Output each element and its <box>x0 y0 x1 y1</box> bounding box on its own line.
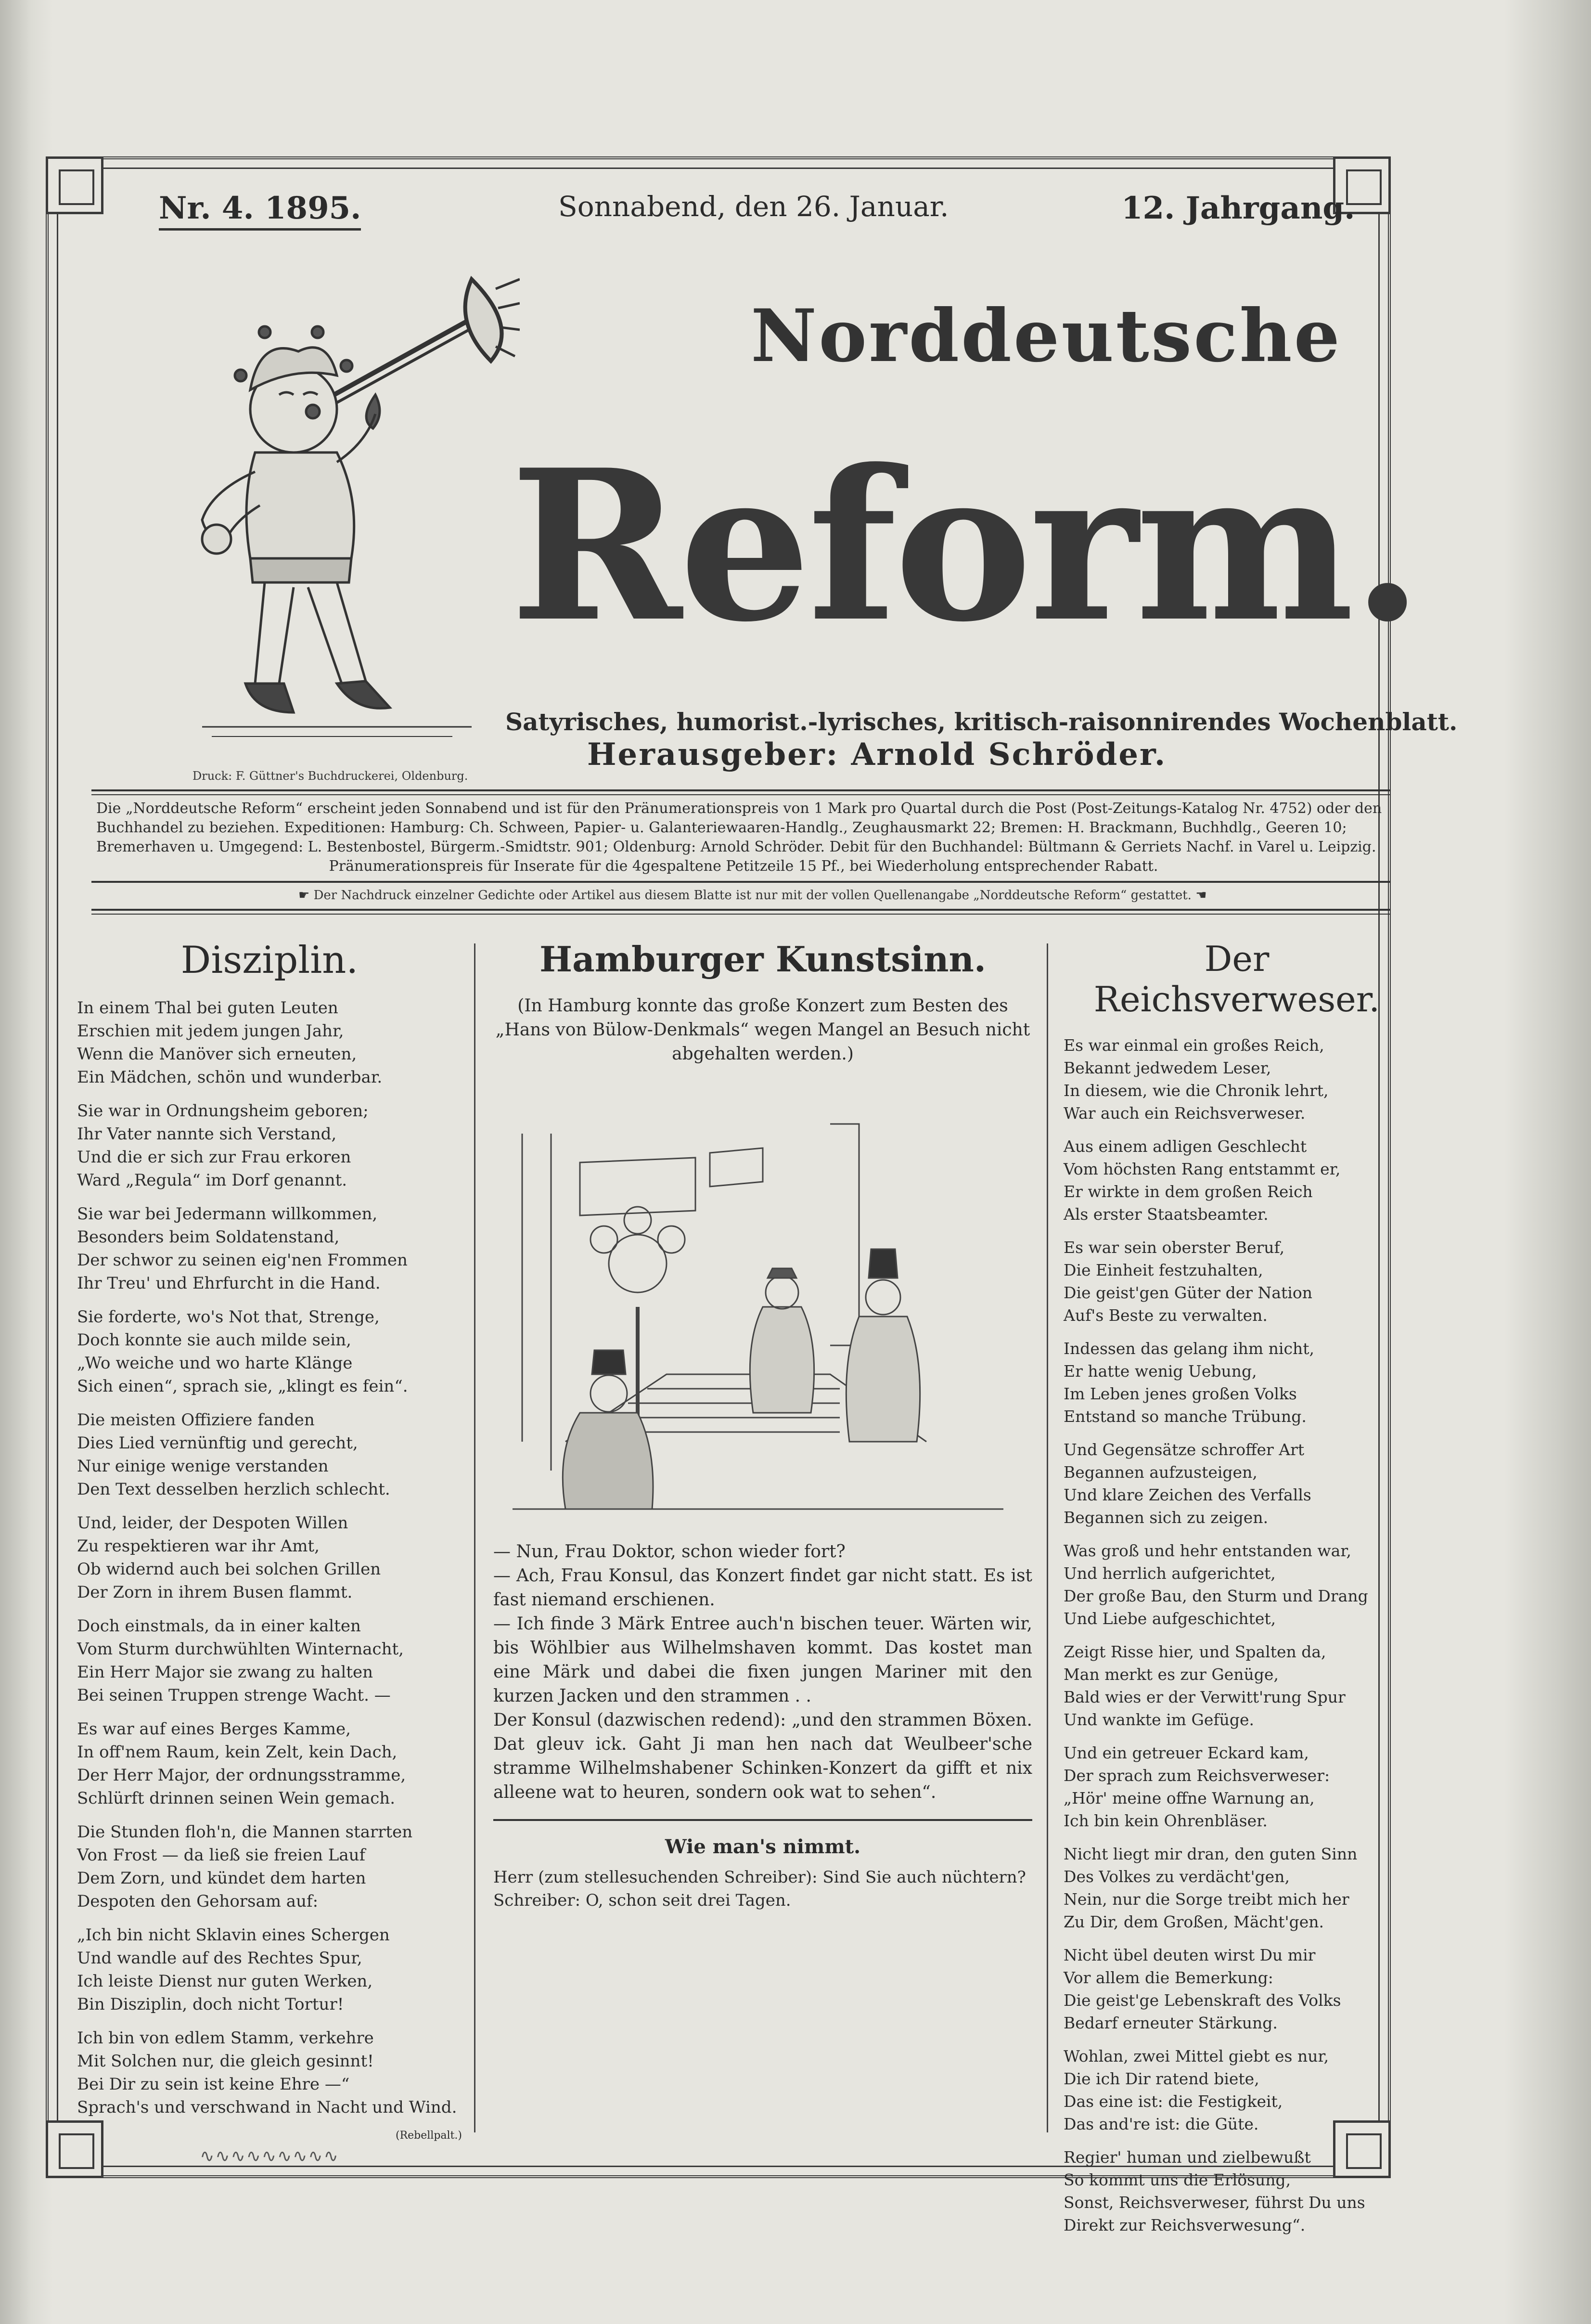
verse-line: Ich bin kein Ohrenbläser. <box>1064 1811 1268 1830</box>
verse-line: Das eine ist: die Festigkeit, <box>1064 2092 1283 2111</box>
verse-line: „Ich bin nicht Sklavin eines Schergen <box>77 1925 390 1945</box>
verse-line: Sprach's und verschwand in Nacht und Wind. <box>77 2098 457 2117</box>
verse-line: In einem Thal bei guten Leuten <box>77 998 338 1018</box>
verse-line: Den Text desselben herzlich schlecht. <box>77 1480 390 1499</box>
verse-line: In diesem, wie die Chronik lehrt, <box>1064 1081 1329 1100</box>
dialog-line: Der Konsul (dazwischen redend): „und den strammen Böxen. Dat gleuv ick. Gaht Ji man hen nach dat Weulbeer'sche stramme Wilhelmshabener Schinken-Konzert da gifft et nix alleene wat to heuren, sondern ook wat to sehen“. <box>493 1710 1032 1802</box>
verse-line: Bei Dir zu sein ist keine Ehre —“ <box>77 2075 350 2094</box>
verse-line: Zeigt Risse hier, und Spalten da, <box>1064 1642 1326 1661</box>
issue-number: Nr. 4. 1895. <box>159 190 361 231</box>
divider <box>91 914 1391 915</box>
article-title: Disziplin. <box>180 939 359 982</box>
verse-line: Sie war bei Jedermann willkommen, <box>77 1204 378 1224</box>
article-intro: (In Hamburg konnte das große Konzert zum Besten des „Hans von Bülow-Denkmals“ wegen Mangel an Besuch nicht abgehalten werden.) <box>495 996 1030 1064</box>
verse-line: Es war sein oberster Beruf, <box>1064 1238 1285 1257</box>
verse-line: Dies Lied vernünftig und gerecht, <box>77 1433 358 1453</box>
verse-line: Dem Zorn, und kündet dem harten <box>77 1869 366 1888</box>
stanza <box>77 1924 462 2016</box>
verse-line: Aus einem adligen Geschlecht <box>1064 1137 1307 1156</box>
verse-line: Besonders beim Soldatenstand, <box>77 1227 340 1247</box>
info-line: Bremerhaven u. Umgegend: L. Bestenbostel, Bürgerm.-Smidtstr. 901; Oldenburg: Arnold Schröder. Debit für den Buchhandel: Bültmann & Gerriets Nachf. in Varel u. Leipzig. <box>96 839 1376 855</box>
stanza <box>77 1820 462 1913</box>
masthead-subtitle: Satyrisches, humorist.-lyrisches, kritisch-raisonnirendes Wochenblatt. <box>505 708 1458 736</box>
article-title: Der Reichsverweser. <box>1093 939 1380 1020</box>
verse-line: Der Zorn in ihrem Busen flammt. <box>77 1583 353 1602</box>
author-signature: (Rebellpalt.) <box>396 2130 462 2142</box>
dialog-line: — Nun, Frau Doktor, schon wieder fort? <box>493 1542 846 1562</box>
verse-line: Wohlan, zwei Mittel giebt es nur, <box>1064 2047 1329 2066</box>
verse-line: Sonst, Reichsverweser, führst Du uns <box>1064 2193 1365 2212</box>
verse-line: Was groß und hehr entstanden war, <box>1064 1541 1351 1560</box>
verse-line: Die geist'ge Lebenskraft des Volks <box>1064 1991 1341 2010</box>
page-edge <box>1504 0 1591 2324</box>
verse-line: Ein Herr Major sie zwang zu halten <box>77 1663 373 1682</box>
verse-line: Und klare Zeichen des Verfalls <box>1064 1485 1311 1504</box>
concert-hall-illustration <box>493 1105 1023 1514</box>
verse-line: „Wo weiche und wo harte Klänge <box>77 1354 353 1373</box>
verse-line: Von Frost — da ließ sie freien Lauf <box>77 1846 366 1865</box>
jester-trumpet-illustration <box>183 250 520 761</box>
verse-line: Nein, nur die Sorge treibt mich her <box>1064 1890 1349 1909</box>
column-divider <box>1047 943 1048 2132</box>
verse-line: Der große Bau, den Sturm und Drang <box>1064 1587 1368 1605</box>
verse-line: Er hatte wenig Uebung, <box>1064 1362 1257 1381</box>
verse-line: Begannen aufzusteigen, <box>1064 1463 1257 1482</box>
verse-line: So kommt uns die Erlösung, <box>1064 2170 1291 2189</box>
verse-line: Wenn die Manöver sich erneuten, <box>77 1045 357 1064</box>
verse-line: Nicht liegt mir dran, den guten Sinn <box>1064 1845 1358 1863</box>
joke-line: Herr (zum stellesuchenden Schreiber): Sind Sie auch nüchtern? <box>493 1868 1026 1887</box>
stanza <box>1064 1843 1410 1933</box>
verse-line: Vor allem die Bemerkung: <box>1064 1968 1273 1987</box>
verse-line: Sich einen“, sprach sie, „klingt es fein“. <box>77 1377 408 1396</box>
joke-line: Schreiber: O, schon seit drei Tagen. <box>493 1891 791 1910</box>
verse-line: Schlürft drinnen seinen Wein gemach. <box>77 1789 396 1808</box>
verse-line: Und wankte im Gefüge. <box>1064 1710 1254 1729</box>
verse-line: Ich bin von edlem Stamm, verkehre <box>77 2028 374 2048</box>
verse-line: Despoten den Gehorsam auf: <box>77 1892 319 1911</box>
divider <box>493 1819 1032 1821</box>
stanza <box>77 1614 462 1707</box>
masthead-editor: Herausgeber: Arnold Schröder. <box>587 736 1167 773</box>
verse-line: Und wandle auf des Rechtes Spur, <box>77 1949 362 1968</box>
verse-line: Und, leider, der Despoten Willen <box>77 1513 348 1533</box>
poem-disziplin <box>77 929 462 2166</box>
stanza <box>1064 1236 1410 1327</box>
verse-line: Bald wies er der Verwitt'rung Spur <box>1064 1688 1346 1706</box>
verse-line: Vom höchsten Rang entstammt er, <box>1064 1160 1341 1178</box>
stanza <box>77 1408 462 1501</box>
verse-line: Ob widernd auch bei solchen Grillen <box>77 1560 381 1579</box>
verse-line: Als erster Staatsbeamter. <box>1064 1205 1269 1224</box>
stanza <box>1064 1742 1410 1832</box>
verse-line: Sie forderte, wo's Not that, Strenge, <box>77 1307 380 1327</box>
verse-line: Und ein getreuer Eckard kam, <box>1064 1743 1309 1762</box>
article-hamburger-kunstsinn <box>493 929 1032 1912</box>
end-ornament: ∿∿∿∿∿∿∿∿∿ <box>200 2146 339 2166</box>
verse-line: Auf's Beste zu verwalten. <box>1064 1306 1268 1325</box>
verse-line: Zu Dir, dem Großen, Mächt'gen. <box>1064 1912 1324 1931</box>
divider <box>91 909 1391 911</box>
verse-line: Die Stunden floh'n, die Mannen starrten <box>77 1822 413 1842</box>
verse-line: Der sprach zum Reichsverweser: <box>1064 1766 1330 1785</box>
dialog-line: — Ich finde 3 Märk Entree auch'n bischen teuer. Wärten wir, bis Wöhlbier aus Wilhelmshaven kommt. Das kostet man eine Märk und dabei die fixen jungen Mariner mit den kurzen Jacken und den strammen . . <box>493 1614 1032 1706</box>
verse-line: Das and're ist: die Güte. <box>1064 2115 1259 2133</box>
verse-line: Sie war in Ordnungsheim geboren; <box>77 1101 369 1121</box>
verse-line: Mit Solchen nur, die gleich gesinnt! <box>77 2052 374 2071</box>
verse-line: Bedarf erneuter Stärkung. <box>1064 2014 1278 2032</box>
binding-shadow <box>0 0 53 2324</box>
subscription-info <box>96 799 1391 876</box>
verse-line: Bekannt jedwedem Leser, <box>1064 1059 1271 1077</box>
poem-reichsverweser <box>1064 929 1410 2247</box>
verse-line: Regier' human und zielbewußt <box>1064 2148 1311 2167</box>
verse-line: Es war einmal ein großes Reich, <box>1064 1036 1324 1055</box>
verse-line: Ihr Vater nannte sich Verstand, <box>77 1124 337 1144</box>
verse-line: Im Leben jenes großen Volks <box>1064 1384 1297 1403</box>
verse-line: Bin Disziplin, doch nicht Tortur! <box>77 1995 344 2014</box>
verse-line: Und die er sich zur Frau erkoren <box>77 1148 351 1167</box>
verse-line: Und Gegensätze schroffer Art <box>1064 1440 1305 1459</box>
verse-line: Zu respektieren war ihr Amt, <box>77 1536 320 1556</box>
info-line: Die „Norddeutsche Reform“ erscheint jeden Sonnabend und ist für den Pränumerationspreis von 1 Mark pro Quartal durch die Post (Post-Zeitungs-Katalog Nr. 4752) oder den <box>96 800 1382 817</box>
stanza <box>1064 1135 1410 1226</box>
masthead-title: Reform. <box>510 425 1421 668</box>
stanza <box>1064 2045 1410 2135</box>
stanza <box>1064 1539 1410 1630</box>
verse-line: Nur einige wenige verstanden <box>77 1457 329 1476</box>
volume-number: 12. Jahrgang. <box>1121 190 1355 226</box>
stanza <box>77 1099 462 1192</box>
reprint-notice: ☛ Der Nachdruck einzelner Gedichte oder Artikel aus diesem Blatte ist nur mit der vollen Quellenangabe „Norddeutsche Reform“ gestattet. ☚ <box>298 888 1207 903</box>
masthead-line1: Norddeutsche <box>751 294 1342 378</box>
info-line: Pränumerationspreis für Inserate für die 4gespaltene Petitzeile 15 Pf., bei Wiederholung entsprechender Rabatt. <box>329 858 1158 875</box>
verse-line: Direkt zur Reichsverwesung“. <box>1064 2216 1306 2234</box>
verse-line: War auch ein Reichsverweser. <box>1064 1104 1306 1123</box>
verse-line: Ich leiste Dienst nur guten Werken, <box>77 1972 373 1991</box>
dialog-text <box>493 1540 1032 1805</box>
verse-line: Und herrlich aufgerichtet, <box>1064 1564 1276 1583</box>
column-divider <box>474 943 475 2132</box>
divider <box>91 881 1391 883</box>
stanza <box>77 1717 462 1810</box>
article-title: Hamburger Kunstsinn. <box>539 939 986 980</box>
verse-line: Der Herr Major, der ordnungsstramme, <box>77 1766 406 1785</box>
info-line: Buchhandel zu beziehen. Expeditionen: Hamburg: Ch. Schween, Papier- u. Galanteriewaaren-Handlg., Zeughausmarkt 22; Bremen: H. Brackmann, Buchhdlg., Geeren 10; <box>96 819 1347 836</box>
verse-line: Der schwor zu seinen eig'nen Frommen <box>77 1251 408 1270</box>
verse-line: Die Einheit festzuhalten, <box>1064 1261 1263 1279</box>
corner-ornament <box>46 156 103 214</box>
verse-line: Und Liebe aufgeschichtet, <box>1064 1609 1276 1628</box>
verse-line: Die ich Dir ratend biete, <box>1064 2069 1259 2088</box>
divider <box>91 789 1391 791</box>
stanza <box>1064 2146 1410 2236</box>
verse-line: Indessen das gelang ihm nicht, <box>1064 1339 1314 1358</box>
dialog-line: — Ach, Frau Konsul, das Konzert findet gar nicht statt. Es ist fast niemand erschienen. <box>493 1566 1032 1610</box>
verse-line: Ward „Regula“ im Dorf genannt. <box>77 1171 347 1190</box>
verse-line: In off'nem Raum, kein Zelt, kein Dach, <box>77 1743 398 1762</box>
stanza <box>1064 1337 1410 1428</box>
poem-body <box>77 996 462 2119</box>
stanza <box>1064 1034 1410 1124</box>
verse-line: Vom Sturm durchwühlten Winternacht, <box>77 1640 404 1659</box>
verse-line: Entstand so manche Trübung. <box>1064 1407 1307 1426</box>
printer-credit: Druck: F. Güttner's Buchdruckerei, Oldenburg. <box>192 769 468 783</box>
issue-date: Sonnabend, den 26. Januar. <box>558 190 949 223</box>
divider <box>91 794 1391 795</box>
verse-line: Des Volkes zu verdächt'gen, <box>1064 1867 1290 1886</box>
verse-line: Bei seinen Truppen strenge Wacht. — <box>77 1686 391 1705</box>
verse-line: Nicht übel deuten wirst Du mir <box>1064 1946 1316 1964</box>
stanza <box>77 1305 462 1398</box>
stanza <box>77 1511 462 1604</box>
verse-line: „Hör' meine offne Warnung an, <box>1064 1789 1315 1808</box>
verse-line: Begannen sich zu zeigen. <box>1064 1508 1269 1527</box>
article-title: Wie man's nimmt. <box>665 1835 861 1858</box>
verse-line: Doch einstmals, da in einer kalten <box>77 1616 361 1636</box>
verse-line: Man merkt es zur Genüge, <box>1064 1665 1279 1684</box>
stanza <box>77 2027 462 2119</box>
verse-line: Es war auf eines Berges Kamme, <box>77 1719 351 1739</box>
poem-body <box>1064 1034 1410 2236</box>
verse-line: Ein Mädchen, schön und wunderbar. <box>77 1068 383 1087</box>
verse-line: Erschien mit jedem jungen Jahr, <box>77 1021 344 1041</box>
verse-line: Doch konnte sie auch milde sein, <box>77 1330 351 1350</box>
stanza <box>1064 1944 1410 2034</box>
stanza <box>77 1202 462 1295</box>
verse-line: Die meisten Offiziere fanden <box>77 1410 315 1430</box>
verse-line: Die geist'gen Güter der Nation <box>1064 1283 1312 1302</box>
joke-text <box>493 1866 1032 1912</box>
verse-line: Ihr Treu' und Ehrfurcht in die Hand. <box>77 1274 381 1293</box>
stanza <box>77 996 462 1089</box>
verse-line: Er wirkte in dem großen Reich <box>1064 1182 1313 1201</box>
stanza <box>1064 1438 1410 1529</box>
stanza <box>1064 1640 1410 1731</box>
